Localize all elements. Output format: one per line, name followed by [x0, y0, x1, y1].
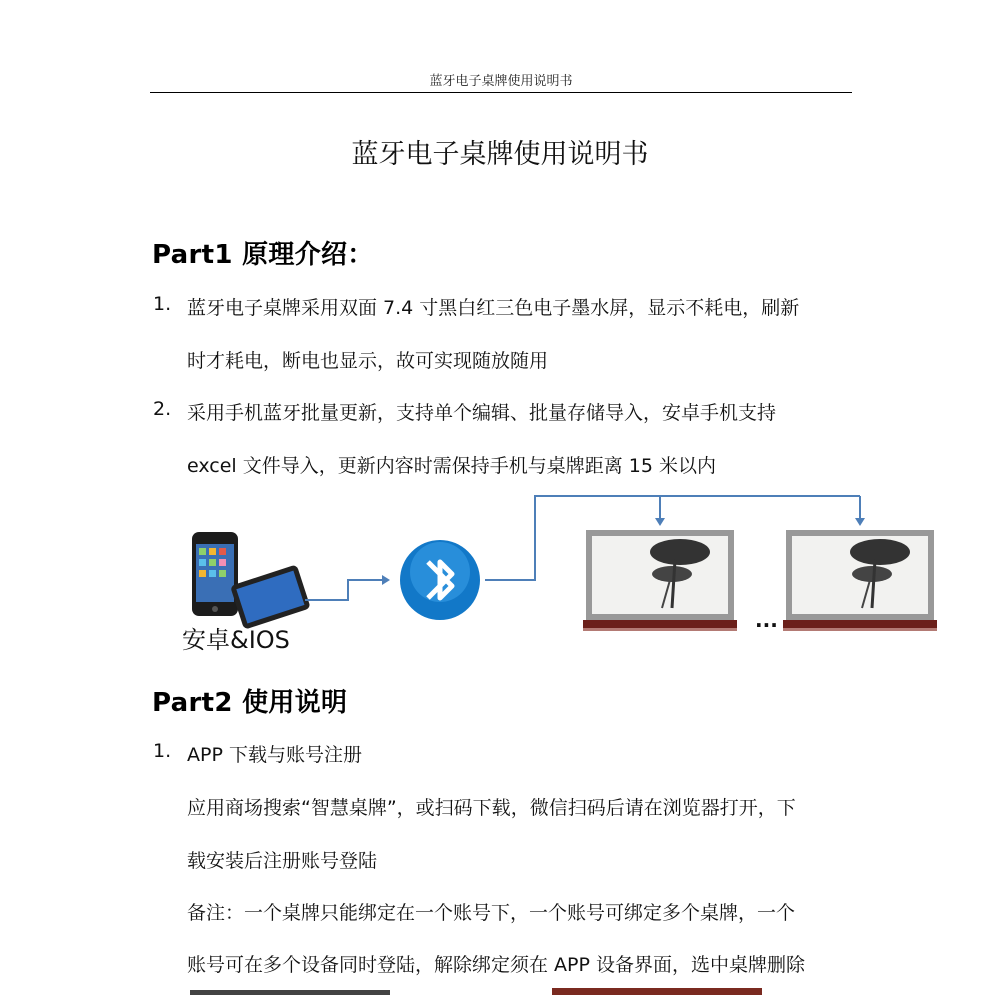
- part2-heading: Part2 使用说明: [152, 688, 348, 718]
- list-number: 1.: [153, 293, 172, 315]
- document-title: 蓝牙电子桌牌使用说明书: [351, 139, 649, 170]
- list-item-text: 账号可在多个设备同时登陆，解除绑定须在 APP 设备界面，选中桌牌删除: [187, 954, 805, 976]
- more-displays-ellipsis: ...: [755, 608, 778, 632]
- list-item-text: 应用商场搜索“智慧桌牌”，或扫码下载，微信扫码后请在浏览器打开，下: [187, 797, 796, 819]
- list-number: 1.: [153, 740, 172, 762]
- list-number: 2.: [153, 398, 172, 420]
- part1-heading: Part1 原理介绍：: [152, 240, 374, 270]
- phone-tablet-icon: [192, 532, 311, 630]
- flow-arrow: [305, 580, 382, 600]
- cropped-text-fragment: [190, 990, 390, 995]
- list-item-text: 蓝牙电子桌牌采用双面 7.4 寸黑白红三色电子墨水屏，显示不耗电，刷新: [187, 297, 800, 319]
- list-item-text: 备注：一个桌牌只能绑定在一个账号下，一个账号可绑定多个桌牌，一个: [187, 902, 796, 924]
- cropped-image-edge: [552, 988, 762, 995]
- list-item-text: excel 文件导入，更新内容时需保持手机与桌牌距离 15 米以内: [187, 455, 716, 477]
- bluetooth-icon: [400, 540, 480, 620]
- running-header: 蓝牙电子桌牌使用说明书: [429, 74, 573, 89]
- header-rule: [150, 92, 852, 93]
- list-item-title: APP 下载与账号注册: [187, 744, 362, 766]
- list-item-text: 时才耗电，断电也显示，故可实现随放随用: [187, 350, 549, 372]
- eink-display-icon: [583, 530, 737, 631]
- list-item-text: 采用手机蓝牙批量更新，支持单个编辑、批量存储导入，安卓手机支持: [187, 402, 777, 424]
- platform-label: 安卓&IOS: [182, 626, 290, 654]
- list-item-text: 载安装后注册账号登陆: [187, 850, 378, 872]
- eink-display-icon: [783, 530, 937, 631]
